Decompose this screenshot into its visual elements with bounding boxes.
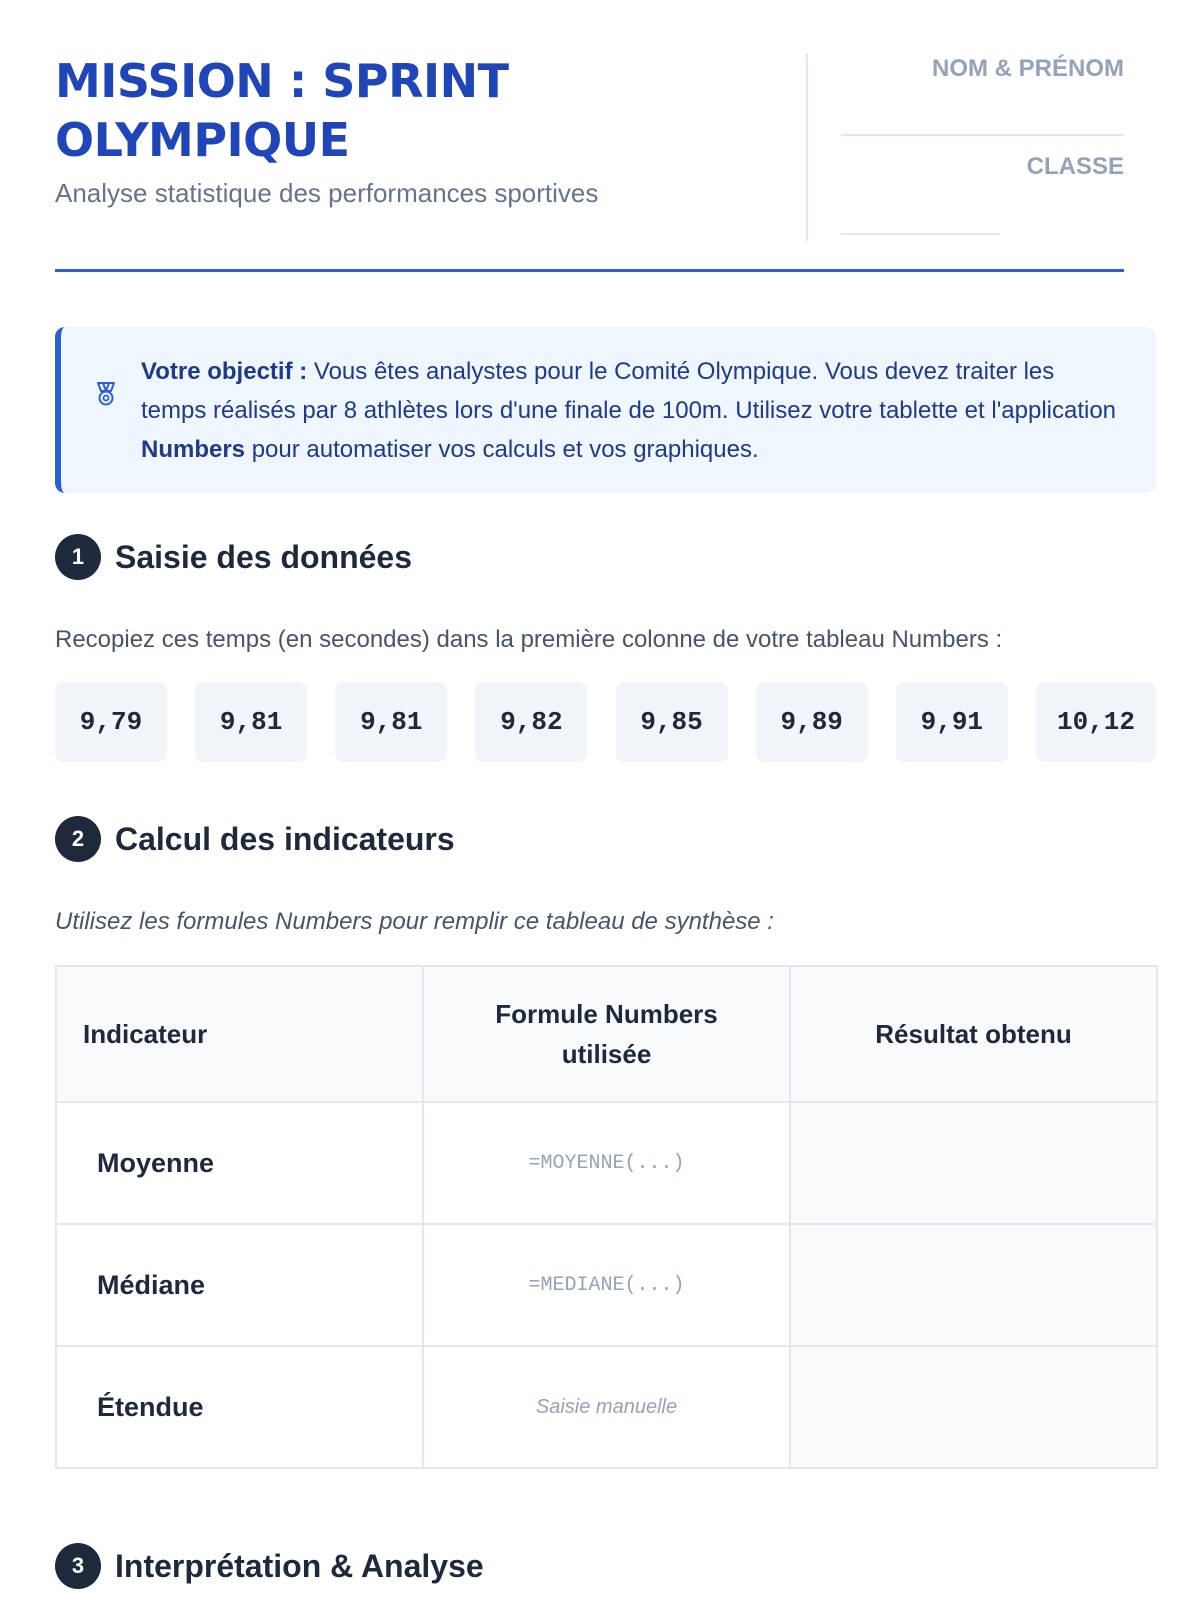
table-row (56, 1102, 1157, 1224)
objective-text-after: pour automatiser vos calculs et vos graphiques. (245, 436, 759, 463)
indicator-cell: Médiane (56, 1224, 423, 1346)
section-1-number: 1 (55, 534, 101, 580)
header-divider (806, 53, 808, 241)
column-header-formula: Formule Numbers utilisée (423, 966, 790, 1102)
time-chip: 10,12 (1036, 682, 1156, 762)
column-header-result: Résultat obtenu (790, 966, 1157, 1102)
class-label: CLASSE (1026, 153, 1124, 180)
result-cell[interactable] (790, 1102, 1157, 1224)
section-1-title: Saisie des données (115, 539, 413, 575)
formula-cell: Saisie manuelle (423, 1346, 790, 1468)
title-block (55, 52, 755, 209)
medal-icon (91, 379, 121, 409)
section-3-number: 3 (55, 1543, 101, 1589)
section-3-title: Interprétation & Analyse (115, 1548, 484, 1584)
section-2-instruction: Utilisez les formules Numbers pour remplir ce tableau de synthèse : (55, 908, 774, 935)
summary-table (55, 965, 1158, 1469)
formula-cell: =MEDIANE(...) (423, 1224, 790, 1346)
indicator-cell: Étendue (56, 1346, 423, 1468)
column-header-indicator: Indicateur (56, 966, 423, 1102)
time-chip: 9,81 (195, 682, 307, 762)
table-row (56, 1346, 1157, 1468)
header (55, 0, 1124, 272)
objective-text-before: Vous êtes analystes pour le Comité Olympique. Vous devez traiter les temps réalisés par 8 athlètes lors d'une finale de 100m. Utilisez votre tablette et l'application (141, 358, 1117, 424)
page-title (55, 52, 755, 170)
objective-label: Votre objectif : (141, 358, 308, 385)
class-field[interactable] (841, 233, 1000, 235)
time-chip: 9,89 (756, 682, 868, 762)
title-line-1: MISSION : SPRINT (55, 54, 509, 108)
time-chip: 9,85 (616, 682, 728, 762)
objective-box (55, 327, 1156, 493)
formula-cell: =MOYENNE(...) (423, 1102, 790, 1224)
time-chip: 9,79 (55, 682, 167, 762)
title-line-2: OLYMPIQUE (55, 113, 350, 167)
result-cell[interactable] (790, 1224, 1157, 1346)
section-1-instruction: Recopiez ces temps (en secondes) dans la première colonne de votre tableau Numbers : (55, 626, 1003, 653)
section-2-number: 2 (55, 816, 101, 862)
time-chip: 9,82 (475, 682, 587, 762)
app-name: Numbers (141, 436, 246, 463)
page-subtitle: Analyse statistique des performances sportives (55, 178, 599, 208)
result-cell[interactable] (790, 1346, 1157, 1468)
section-2-title: Calcul des indicateurs (115, 821, 455, 857)
name-field[interactable] (841, 134, 1124, 136)
table-row (56, 1224, 1157, 1346)
table-header-row (56, 966, 1157, 1102)
time-chip: 9,81 (335, 682, 447, 762)
name-label: NOM & PRÉNOM (932, 55, 1124, 82)
indicator-cell: Moyenne (56, 1102, 423, 1224)
time-chip: 9,91 (896, 682, 1008, 762)
times-list (55, 682, 1156, 762)
objective-text (141, 352, 1121, 469)
